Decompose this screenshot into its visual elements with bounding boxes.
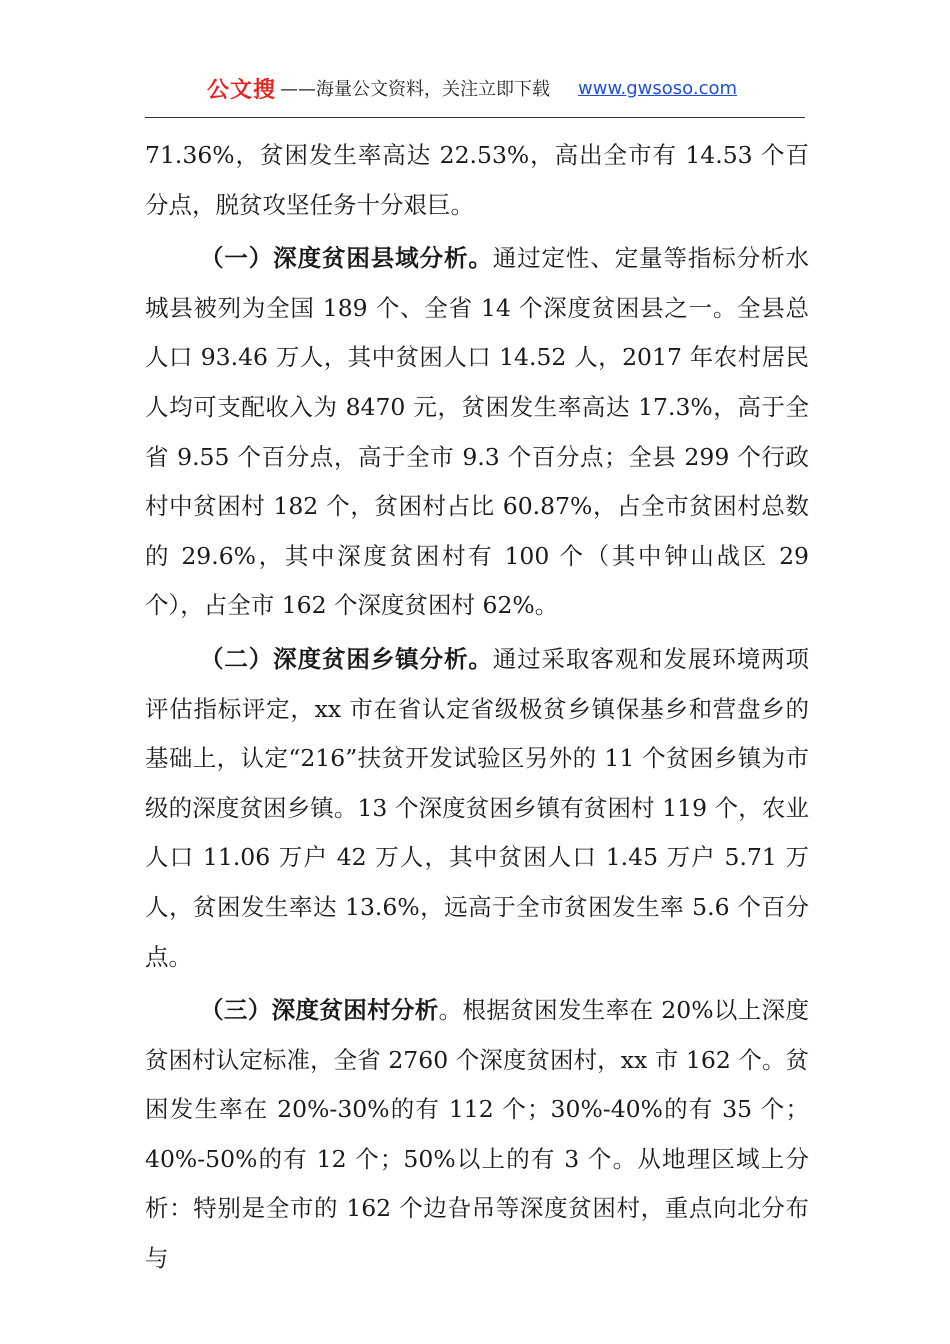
paragraph-heading: （一）深度贫困县域分析。	[200, 244, 493, 273]
header-tagline: ——海量公文资料，关注立即下载	[280, 79, 551, 100]
paragraph-heading: （二）深度贫困乡镇分析。	[200, 644, 493, 673]
paragraph-text: 。根据贫困发生率在 20%以上深度贫困村认定标准，全省 2760 个深度贫困村，xx 市 162 个。贫困发生率在 20%-30%的有 112 个；30%-40%的有 35 个；40%-50%的有 12 个；50%以上的有 3 个。从地理区域上分析：特别是全市的 162 个边旮吊等深度贫困村，重点向北分布与	[145, 996, 810, 1273]
paragraph-text: 71.36%，贫困发生率高达 22.53%，高出全市有 14.53 个百分点，脱贫攻坚任务十分艰巨。	[145, 141, 809, 219]
document-body	[145, 131, 809, 1284]
header-divider	[145, 117, 805, 118]
paragraph-heading: （三）深度贫困村分析	[200, 996, 439, 1025]
paragraph-text: 通过采取客观和发展环境两项评估指标评定，xx 市在省认定省级极贫乡镇保基乡和营盘乡的基础上，认定“216”扶贫开发试验区另外的 11 个贫困乡镇为市级的深度贫困乡镇。13 个深度贫困乡镇有贫困村 119 个，农业人口 11.06 万户 42 万人，其中贫困人口 1.45 万户 5.71 万人，贫困发生率达 13.6%，远高于全市贫困发生率 5.6 个百分点。	[145, 644, 809, 971]
paragraph-township-analysis	[145, 635, 809, 982]
website-link[interactable]: www.gwsoso.com	[578, 77, 738, 99]
paragraph-text: 通过定性、定量等指标分析水城县被列为全国 189 个、全省 14 个深度贫困县之一。全县总人口 93.46 万人，其中贫困人口 14.52 人，2017 年农村居民人均可支配收入为 8470 元，贫困发生率高达 17.3%，高于全省 9.55 个百分点，高于全市 9.3 个百分点；全县 299 个行政村中贫困村 182 个，贫困村占比 60.87%，占全市贫困村总数的 29.6%，其中深度贫困村有 100 个（其中钟山战区 29 个），占全市 162 个深度贫困村 62%。	[145, 244, 809, 620]
paragraph-county-analysis	[145, 234, 809, 631]
paragraph-village-analysis	[145, 986, 809, 1284]
page-header	[145, 72, 805, 104]
paragraph-continuation	[145, 131, 809, 230]
brand-logo-text: 公文搜	[207, 77, 277, 103]
